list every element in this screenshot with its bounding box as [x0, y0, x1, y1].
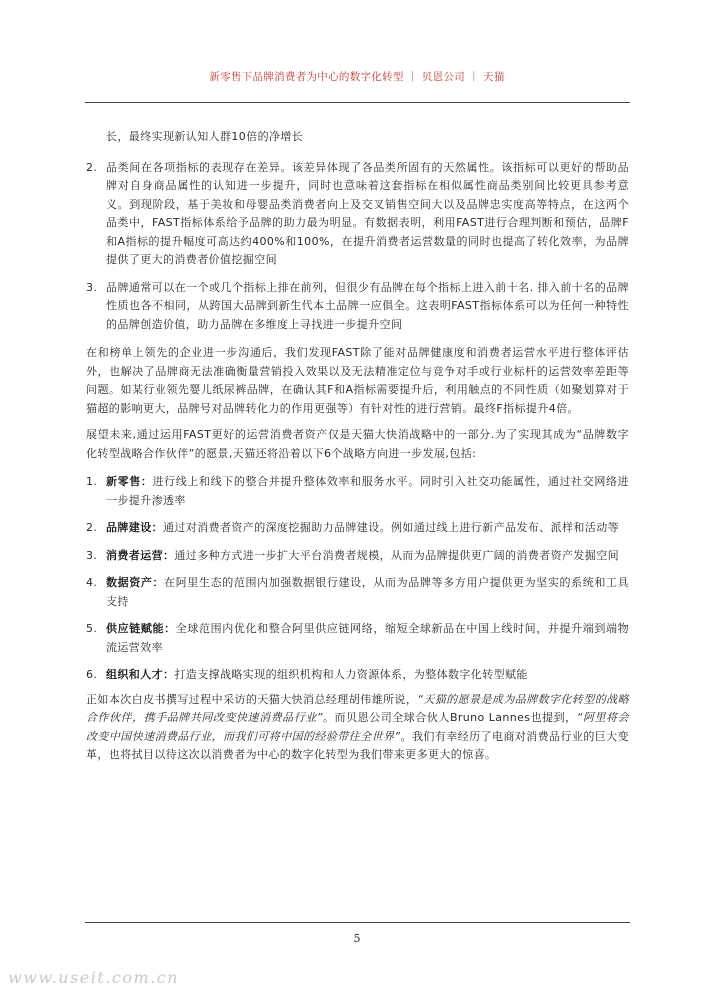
- strategy-item-4: [86, 574, 629, 611]
- closing-text: 。我们有幸经历了电商对消费品行业的巨大变革，也将拭目以待这次以消费者为中心的数字化转型为我们带来更多更大的惊喜。: [86, 729, 629, 761]
- strategy-item-1: [86, 473, 629, 510]
- strategy-item-5: [86, 620, 629, 657]
- strategy-description: 通过多种方式进一步扩大平台消费者规模，从而为品牌提供更广阔的消费者资产发掘空间: [174, 548, 620, 562]
- list-number: 3.: [86, 280, 98, 294]
- strategy-description: 进行线上和线下的整合并提升整体效率和服务水平。同时引入社交功能属性，通过社交网络进一步提升渗透率: [106, 475, 629, 507]
- strategy-description: 通过对消费者资产的深度挖掘助力品牌建设。例如通过线上进行新产品发布、派样和活动等: [163, 521, 619, 534]
- finding-item-3: [86, 279, 629, 335]
- strategy-keyword: 消费者运营：: [106, 548, 175, 562]
- strategy-description: 全球范围内优化和整合阿里供应链网络，缩短全球新品在中国上线时间，并提升端到端物流运营效率: [106, 622, 629, 654]
- list-number: 3.: [86, 548, 98, 562]
- list-number: 4.: [86, 576, 98, 589]
- quote-tmall-vision: “天猫的愿景是成为品牌数字化转型的战略合作伙伴，携手品牌共同改变快速消费品行业”: [86, 692, 629, 724]
- list-number: 6.: [86, 668, 98, 681]
- site-watermark: www.useit.com.cn: [8, 968, 180, 987]
- finding-item-2: [86, 159, 629, 270]
- body-paragraph: 在和榜单上领先的企业进一步沟通后，我们发现FAST除了能对品牌健康度和消费者运营水平进行整体评估外，也解决了品牌商无法准确衡量营销投入效果以及无法精准定位与竞争对手或行业标杆的运营效率差距等问题。如某行业领先婴儿纸尿裤品牌，在确认其F和A指标需要提升后，利用触点的不同性质（如聚划算对于猫超的影响更大，品牌号对品牌转化力的作用更强等）有针对性的进行营销。最终F指标提升4倍。: [86, 346, 629, 415]
- list-number: 2.: [86, 160, 98, 174]
- strategy-description: 在阿里生态的范围内加强数据银行建设，从而为品牌等多方用户提供更为坚实的系统和工具支持: [106, 576, 630, 608]
- list-text: [106, 666, 629, 685]
- list-text: [106, 519, 629, 538]
- list-text: [106, 574, 629, 611]
- list-text: [106, 473, 629, 510]
- strategy-description: 打造支撑战略实现的组织机构和人力资源体系，为整体数字化转型赋能: [174, 668, 528, 681]
- strategy-item-6: [86, 666, 629, 685]
- strategy-keyword: 新零售：: [106, 475, 153, 488]
- strategy-item-3: [86, 547, 629, 566]
- list-number: 1.: [86, 475, 98, 488]
- strategy-item-2: [86, 519, 629, 538]
- header-divider: [85, 102, 630, 103]
- page-body: [86, 128, 629, 773]
- continued-list-text: 长，最终实现新认知人群10倍的净增长: [106, 130, 304, 143]
- strategy-keyword: 品牌建设：: [106, 521, 163, 534]
- running-header: 新零售下品牌消费者为中心的数字化转型 ｜ 贝恩公司 ｜ 天猫: [209, 71, 505, 83]
- footer-divider: [85, 922, 630, 923]
- page-number: 5: [353, 932, 361, 945]
- quote-bain-partner: “阿里将会改变中国快速消费品行业，而我们可将中国的经验带往全世界”: [86, 711, 629, 743]
- closing-paragraph: [86, 691, 629, 765]
- list-text: 品牌通常可以在一个或几个指标上排在前列，但很少有品牌在每个指标上进入前十名. 排入前十名的品牌性质也各不相同，从跨国大品牌到新生代本土品牌一应俱全。这表明FAST指标体系可以为任何一种特性的品牌创造价值，助力品牌在多维度上寻找进一步提升空间: [106, 280, 629, 331]
- list-text: [106, 620, 629, 657]
- body-paragraph: 展望未来,通过运用FAST更好的运营消费者资产仅是天猫大快消战略中的一部分.为了实现其成为“品牌数字化转型战略合作伙伴”的愿景,天猫还将沿着以下6个战略方向进一步发展,包括:: [86, 428, 629, 460]
- strategy-keyword: 数据资产：: [106, 576, 165, 589]
- strategy-keyword: 组织和人才：: [106, 668, 175, 681]
- list-text: 品类间在各项指标的表现存在差异。该差异体现了各品类所固有的天然属性。该指标可以更好的帮助品牌对自身商品属性的认知进一步提升，同时也意味着这套指标在相似属性商品类别间比较更具参考意义。到现阶段，基于美妆和母婴品类消费者向上及交叉销售空间大以及品牌忠实度高等特点，在这两个品类中，FAST指标体系给予品牌的助力最为明显。有数据表明，利用FAST进行合理判断和预估，品牌F和A指标的提升幅度可高达约400%和100%，在提升消费者运营数量的同时也提高了转化效率，为品牌提供了更大的消费者价值挖掘空间: [106, 160, 629, 266]
- closing-text: 。而贝恩公司全球合伙人Bruno Lannes也提到，: [322, 711, 577, 724]
- strategy-keyword: 供应链赋能：: [106, 622, 176, 635]
- closing-text: 正如本次白皮书撰写过程中采访的天猫大快消总经理胡伟雄所说，: [86, 692, 418, 706]
- list-number: 5.: [86, 622, 98, 635]
- list-text: [106, 547, 629, 566]
- list-number: 2.: [86, 521, 98, 534]
